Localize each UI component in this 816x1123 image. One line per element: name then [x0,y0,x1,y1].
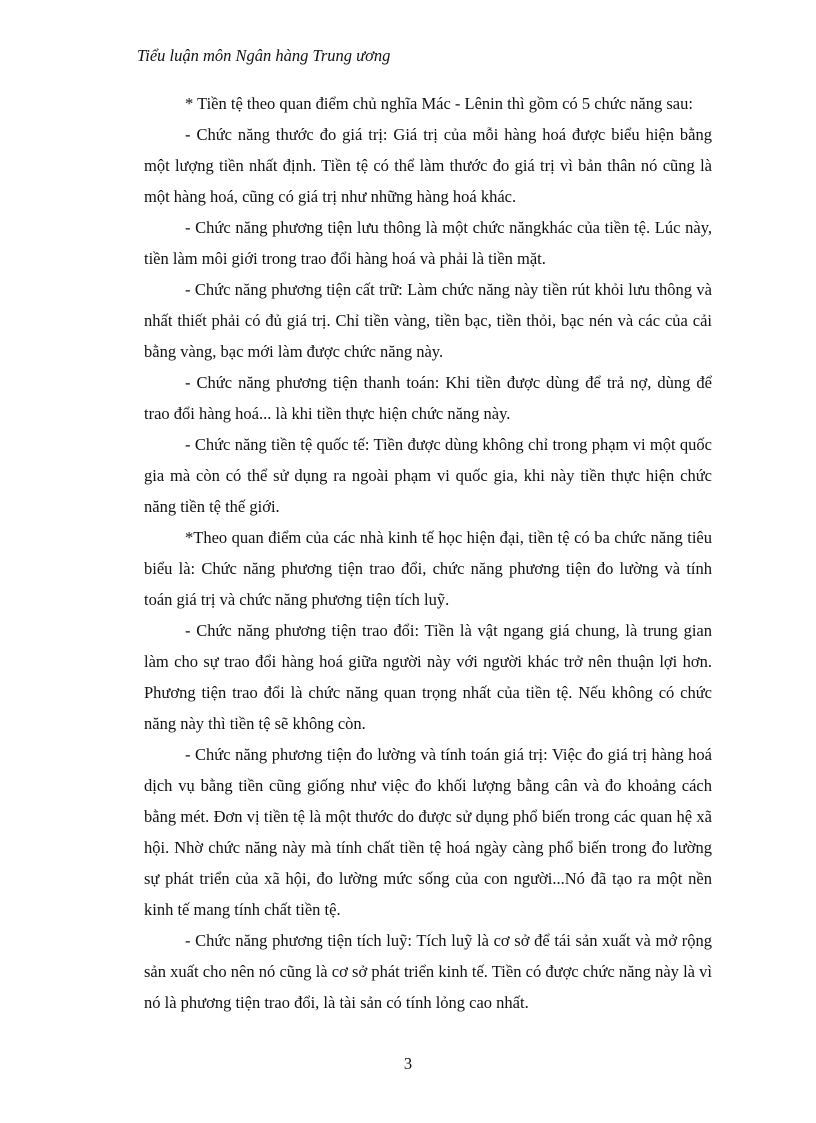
paragraph-medium-of-exchange: - Chức năng phương tiện trao đổi: Tiền là vật ngang giá chung, là trung gian làm cho sự trao đổi hàng hoá giữa người này với người khác trở nên thuận lợi hơn. Phương tiện trao đổi là chức năng quan trọng nhất của tiền tệ. Nếu không có chức năng này thì tiền tệ sẽ không còn. [144,621,712,733]
document-body [144,88,712,1018]
paragraph-store-of-value: - Chức năng phương tiện cất trữ: Làm chức năng này tiền rút khỏi lưu thông và nhất thiết phải có đủ giá trị. Chỉ tiền vàng, tiền bạc, tiền thỏi, bạc nén và các của cải bằng vàng, bạc mới làm được chức năng này. [144,280,712,361]
paragraph-modern-intro: *Theo quan điểm của các nhà kinh tế học hiện đại, tiền tệ có ba chức năng tiêu biểu là: Chức năng phương tiện trao đổi, chức năng phương tiện đo lường và tính toán giá trị và chức năng phương tiện tích luỹ. [144,528,712,609]
paragraph-unit-of-account: - Chức năng phương tiện đo lường và tính toán giá trị: Việc đo giá trị hàng hoá dịch vụ bằng tiền cũng giống như việc đo khối lượng bằng cân và đo khoảng cách bằng mét. Đơn vị tiền tệ là một thước do được sử dụng phổ biến trong các quan hệ xã hội. Nhờ chức năng này mà tính chất tiền tệ hoá ngày càng phổ biến trong đo lường sự phát triển của xã hội, đo lường mức sống của con người...Nó đã tạo ra một nền kinh tế mang tính chất tiền tệ. [144,745,712,919]
paragraph-world-money: - Chức năng tiền tệ quốc tế: Tiền được dùng không chỉ trong phạm vi một quốc gia mà còn có thể sử dụng ra ngoài phạm vi quốc gia, khi này tiền thực hiện chức năng tiền tệ thế giới. [144,435,712,516]
page-number: 3 [403,1054,413,1073]
running-header: Tiểu luận môn Ngân hàng Trung ương [137,46,391,65]
paragraph-marxist-intro: * Tiền tệ theo quan điểm chủ nghĩa Mác - Lênin thì gồm có 5 chức năng sau: [185,94,693,113]
paragraph-measure-of-value: - Chức năng thước đo giá trị: Giá trị của mỗi hàng hoá được biểu hiện bằng một lượng tiền nhất định. Tiền tệ có thể làm thước đo giá trị vì bản thân nó cũng là một hàng hoá, cũng có giá trị như những hàng hoá khác. [144,125,712,206]
paragraph-accumulation: - Chức năng phương tiện tích luỹ: Tích luỹ là cơ sở để tái sản xuất và mở rộng sản xuất cho nên nó cũng là cơ sở phát triển kinh tế. Tiền có được chức năng này là vì nó là phương tiện trao đổi, là tài sản có tính lỏng cao nhất. [144,931,712,1012]
paragraph-payment: - Chức năng phương tiện thanh toán: Khi tiền được dùng để trả nợ, dùng để trao đổi hàng hoá... là khi tiền thực hiện chức năng này. [144,373,712,423]
paragraph-circulation: - Chức năng phương tiện lưu thông là một chức năngkhác của tiền tệ. Lúc này, tiền làm môi giới trong trao đổi hàng hoá và phải là tiền mặt. [144,218,712,268]
